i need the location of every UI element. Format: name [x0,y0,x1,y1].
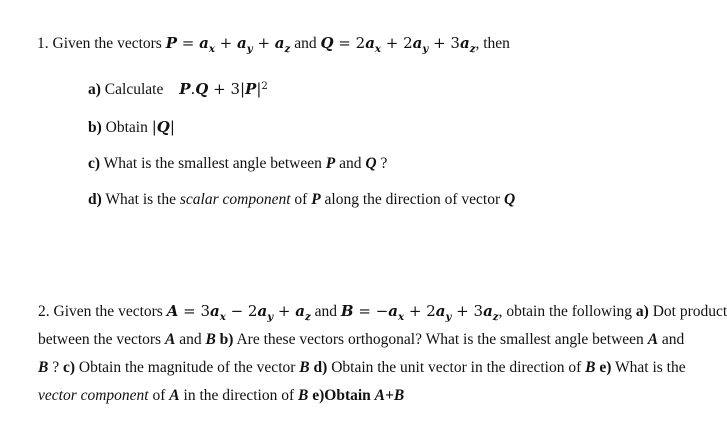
question-1-part-c [88,155,387,173]
question-2-number: 2. [38,303,50,320]
question-2-line-2: between the vectors A and B b) Are these vectors orthogonal? What is the smallest angle between A and [38,331,685,348]
vector-p-expression: $P = a_x + a_y + a_z$ [165,34,291,55]
vector-q-expression: $Q = 2a_x + 2a_y + 3a_z$ [320,34,476,55]
part-a-math: $P.Q + 3|P|^2$ [179,80,268,98]
question-2-following: obtain the following [506,303,633,320]
question-2-and: and [314,303,338,320]
q2-part-d-label: d) [313,359,328,376]
part-d-text: What is the scalar component of P along the direction of vector Q [105,191,516,208]
question-1-then: , then [475,35,510,52]
question-1-and: and [294,35,317,52]
q2-part-e-label: e) [599,359,612,376]
question-2-intro: Given the vectors [53,303,163,320]
question-2-line-3: B ? c) Obtain the magnitude of the vector B d) Obtain the unit vector in the direction of B e) What is the [38,359,686,376]
question-2-line-1: 2. Given the vectors $A = 3a_x - 2a_y + a_z$ and $B = -a_x + 2a_y + 3a_z$, obtain the following a) Dot product [38,302,727,323]
question-1-part-a [88,80,268,99]
question-1-intro: Given the vectors [52,35,162,52]
part-d-label: d) [88,191,102,208]
part-a-text: Calculate [104,81,164,98]
question-1-part-d [88,191,515,209]
question-1-statement [37,34,510,53]
q2-part-f-label: e) [312,387,325,404]
vector-b-expression: $B = -a_x + 2a_y + 3a_z$ [340,302,499,323]
question-2-line-4: vector component of A in the direction of B e)Obtain A+B [38,387,405,404]
part-c-text: What is the smallest angle between P and Q ? [103,155,388,172]
question-2-statement [38,297,727,410]
part-b-text: Obtain [105,119,148,136]
vector-a-expression: $A = 3a_x - 2a_y + a_z$ [166,302,311,323]
question-1-part-b [88,118,175,137]
q2-part-c-label: c) [62,359,76,376]
part-c-label: c) [88,155,101,172]
q2-part-b-label: b) [219,331,234,348]
part-a-label: a) [88,81,101,98]
part-b-label: b) [88,119,102,136]
q2-part-a-label: a) [635,303,649,320]
question-1-number: 1. [37,35,49,52]
part-b-math: |Q| [151,118,175,136]
